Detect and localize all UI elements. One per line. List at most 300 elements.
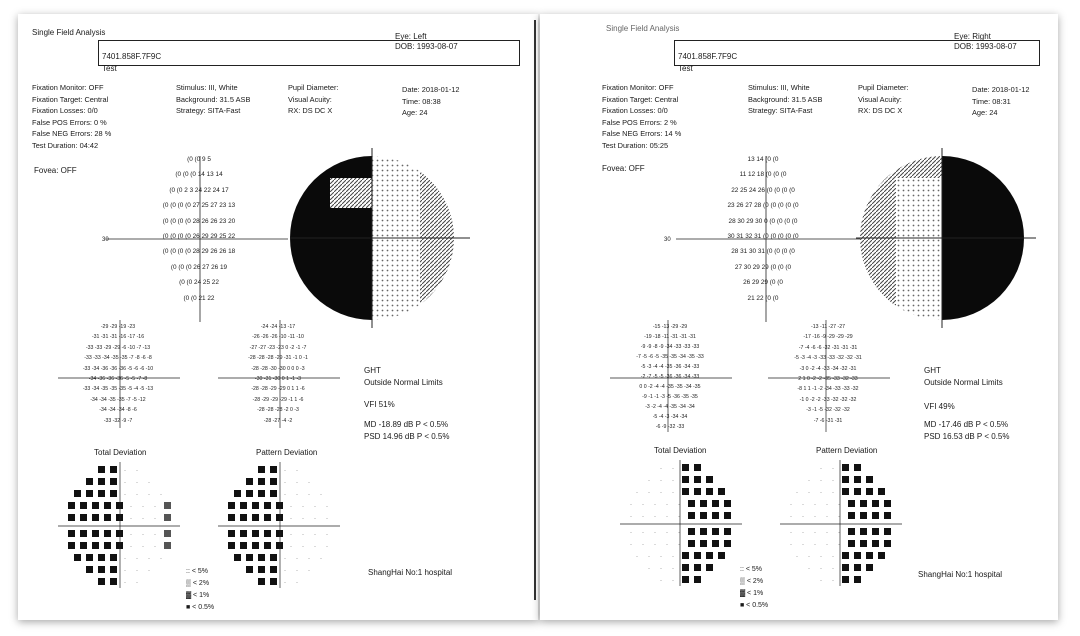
probability-dot: · [796, 554, 798, 560]
probability-dot: · [814, 514, 816, 520]
probability-dot: · [314, 504, 316, 510]
probability-dot: · [308, 568, 310, 574]
patient-age: Age: 24 [972, 108, 998, 118]
probability-dot: · [660, 478, 662, 484]
probability-square [706, 476, 713, 483]
probability-dot: · [308, 492, 310, 498]
probability-square [258, 490, 265, 497]
total-deviation-label: Total Deviation [654, 446, 707, 455]
legend-1: ▓ < 1% [740, 590, 764, 597]
probability-dot: · [142, 516, 144, 522]
probability-square [164, 514, 171, 521]
probability-dot: · [154, 516, 156, 522]
probability-dot: · [630, 542, 632, 548]
probability-dot: · [820, 478, 822, 484]
pattern-deviation-label: Pattern Deviation [816, 446, 878, 455]
probability-square [116, 502, 123, 509]
probability-dot: · [666, 530, 668, 536]
probability-dot: · [672, 554, 674, 560]
probability-dot: · [290, 504, 292, 510]
probability-dot: · [630, 514, 632, 520]
probability-square [98, 478, 105, 485]
total-deviation-label: Total Deviation [94, 448, 147, 457]
pupil-diameter: Pupil Diameter: [288, 83, 339, 92]
probability-square [270, 490, 277, 497]
probability-dot: · [672, 578, 674, 584]
probability-square [92, 530, 99, 537]
probability-square [258, 566, 265, 573]
probability-dot: · [308, 556, 310, 562]
probability-dot: · [314, 544, 316, 550]
probability-square [842, 576, 849, 583]
probability-dot: · [124, 480, 126, 486]
td-row: -34 -34 -34 -8 -6 [99, 407, 137, 414]
probability-dot: · [814, 502, 816, 508]
probability-square [228, 542, 235, 549]
probability-square [682, 564, 689, 571]
probability-legend [186, 566, 214, 614]
probability-square [688, 540, 695, 547]
strategy: Strategy: SITA-Fast [176, 106, 241, 116]
probability-dot: · [284, 556, 286, 562]
background: Background: 31.5 ASB [176, 94, 251, 104]
sens-row: (0 (0 (0 (0 28 26 26 23 20 [162, 217, 236, 225]
pd-row: -24 -24 -13 -17 [260, 324, 296, 330]
report-title: Single Field Analysis [32, 28, 106, 37]
probability-dot: · [326, 504, 328, 510]
td-row: 0 0 -2 -4 -4 -35 -35 -34 -35 [639, 384, 701, 390]
sens-row: 30 31 32 31 (0 (0 (0 (0 (0 [727, 233, 799, 241]
probability-dot: · [648, 566, 650, 572]
td-row: -34 -36 -36 -36 -5 -5 -7 -8 [88, 376, 148, 383]
pupil-params [858, 82, 909, 117]
probability-dot: · [148, 480, 150, 486]
probability-square [110, 578, 117, 585]
test-time: Time: 08:31 [972, 96, 1011, 106]
deviation-axes [610, 320, 900, 434]
sens-row: (0 (0 21 22 [183, 294, 215, 302]
probability-square [878, 488, 885, 495]
sens-row: (0 (0 (0 26 27 26 19 [170, 263, 228, 271]
grayscale-plot [856, 148, 1036, 328]
probability-dot: · [290, 532, 292, 538]
probability-square [848, 528, 855, 535]
probability-dot: · [660, 554, 662, 560]
vfi-value: VFI 49% [924, 402, 955, 411]
probability-square [264, 514, 271, 521]
probability-dot: · [130, 532, 132, 538]
test-label: Test [102, 64, 117, 73]
probability-square [258, 478, 265, 485]
param-fixation-losses: Fixation Losses: 0/0 [32, 106, 98, 116]
probability-square [68, 502, 75, 509]
probability-dot: · [314, 532, 316, 538]
probability-dot: · [290, 544, 292, 550]
probability-square [884, 528, 891, 535]
probability-square [74, 554, 81, 561]
probability-square [98, 566, 105, 573]
probability-square [264, 502, 271, 509]
date-params [402, 84, 460, 119]
probability-square [80, 502, 87, 509]
probability-dot: · [672, 478, 674, 484]
probability-dot: · [642, 542, 644, 548]
probability-dot: · [666, 502, 668, 508]
probability-square [240, 502, 247, 509]
probability-dot: · [808, 566, 810, 572]
pd-row: -28 -29 -29 -29 -1 1 -6 [252, 396, 304, 403]
probability-square [878, 552, 885, 559]
probability-square [712, 512, 719, 519]
test-date: Date: 2018-01-12 [972, 85, 1030, 94]
pupil-diameter: Pupil Diameter: [858, 83, 909, 92]
probability-square [682, 476, 689, 483]
legend-5: :: < 5% [740, 566, 762, 573]
probability-dot: · [296, 468, 298, 474]
probability-dot: · [284, 480, 286, 486]
td-row: -33 -33 -34 -35 -35 -7 -8 -6 -8 [84, 355, 152, 362]
legend-05: ■ < 0.5% [186, 604, 215, 611]
probability-square [694, 488, 701, 495]
sens-row: 26 29 29 (0 (0 [743, 279, 783, 287]
probability-dot: · [296, 480, 298, 486]
probability-square [724, 540, 731, 547]
pattern-deviation-label: Pattern Deviation [256, 448, 318, 457]
probability-square [842, 552, 849, 559]
td-row: -9 -1 -1 -3 -5 -36 -35 -35 [642, 394, 698, 400]
probability-dot: · [130, 504, 132, 510]
probability-dot: · [648, 490, 650, 496]
probability-dot: · [284, 568, 286, 574]
test-params [602, 82, 681, 152]
patient-id-box [98, 40, 520, 66]
probability-square [694, 552, 701, 559]
probability-square [866, 476, 873, 483]
probability-square [234, 490, 241, 497]
probability-square [682, 464, 689, 471]
probability-square [872, 500, 879, 507]
td-row: -19 -18 -11 -31 -31 -31 [644, 334, 696, 340]
probability-dot: · [160, 492, 162, 498]
strategy: Strategy: SITA-Fast [748, 106, 813, 116]
pd-row: -7 -6 -31 -31 [813, 417, 843, 424]
fovea-label: Fovea: OFF [34, 166, 77, 175]
patient-id: 7401.858F.7F9C [102, 52, 162, 61]
probability-dot: · [832, 578, 834, 584]
probability-dot: · [314, 516, 316, 522]
probability-square [866, 552, 873, 559]
probability-square [700, 512, 707, 519]
test-time: Time: 08:38 [402, 96, 441, 106]
probability-square [860, 500, 867, 507]
probability-square [276, 502, 283, 509]
probability-dot: · [124, 556, 126, 562]
param-false-neg: False NEG Errors: 14 % [602, 129, 682, 139]
probability-square [86, 490, 93, 497]
probability-dot: · [136, 468, 138, 474]
td-row: -33 -33 -29 -29 -6 -10 -7 -13 [85, 344, 151, 351]
probability-dot: · [808, 478, 810, 484]
td-row: -33 -34 -35 -35 -35 -5 -4 -5 -13 [82, 386, 154, 393]
eye-label: Eye: Right [954, 32, 991, 41]
stimulus: Stimulus: III, White [748, 83, 810, 92]
legend-05: ■ < 0.5% [740, 602, 769, 609]
probability-square [270, 554, 277, 561]
param-fixation-target: Fixation Target: Central [602, 94, 679, 104]
probability-square [718, 488, 725, 495]
probability-square [884, 500, 891, 507]
pd-row: 2 1 0 -2 -2 -35 -33 -32 -33 [798, 376, 858, 383]
td-row: -34 -34 -35 -35 -7 -5 -12 [90, 396, 146, 403]
probability-square [228, 514, 235, 521]
probability-square [86, 478, 93, 485]
probability-square [258, 578, 265, 585]
td-row: -5 -4 -3 -34 -34 [652, 414, 688, 420]
probability-square [92, 514, 99, 521]
probability-dot: · [308, 480, 310, 486]
probability-dot: · [124, 568, 126, 574]
probability-square [884, 540, 891, 547]
probability-square [842, 476, 849, 483]
probability-dot: · [814, 542, 816, 548]
probability-square [116, 542, 123, 549]
probability-dot: · [832, 490, 834, 496]
rx: RX: DS DC X [858, 106, 903, 116]
test-date: Date: 2018-01-12 [402, 85, 460, 94]
probability-dot: · [648, 554, 650, 560]
md-value: MD -17.46 dB P < 0.5% [924, 420, 1009, 429]
probability-square [694, 476, 701, 483]
probability-square [264, 542, 271, 549]
probability-square [854, 464, 861, 471]
probability-dot: · [832, 466, 834, 472]
probability-dot: · [142, 504, 144, 510]
probability-square [258, 466, 265, 473]
probability-square [848, 500, 855, 507]
sensitivity-axes [98, 154, 298, 324]
probability-square [682, 552, 689, 559]
probability-square [98, 490, 105, 497]
background: Background: 31.5 ASB [748, 94, 823, 104]
probability-square [860, 512, 867, 519]
probability-square [848, 540, 855, 547]
probability-square [240, 542, 247, 549]
probability-square [276, 514, 283, 521]
probability-dot: · [678, 502, 680, 508]
probability-dot: · [678, 514, 680, 520]
probability-square [872, 540, 879, 547]
probability-dot: · [136, 568, 138, 574]
probability-square [86, 566, 93, 573]
probability-square [98, 466, 105, 473]
probability-dot: · [820, 490, 822, 496]
probability-dot: · [838, 530, 840, 536]
probability-square [246, 554, 253, 561]
pd-row: -7 -4 -6 -6 -32 -31 -31 -31 [798, 344, 858, 351]
pupil-params [288, 82, 339, 117]
probability-square [110, 478, 117, 485]
sensitivity-axes [668, 154, 868, 324]
probability-dot: · [284, 468, 286, 474]
md-value: MD -18.89 dB P < 0.5% [364, 420, 449, 429]
probability-square [110, 554, 117, 561]
pd-row: -28 -28 -28 -29 -31 -1 0 -1 [248, 355, 308, 362]
hospital-name: ShangHai No:1 hospital [918, 570, 1003, 579]
probability-square [74, 490, 81, 497]
probability-square [706, 552, 713, 559]
probability-square [688, 528, 695, 535]
probability-square [110, 466, 117, 473]
probability-dot: · [820, 566, 822, 572]
pd-row: -5 -3 -4 -3 -33 -33 -32 -32 -31 [794, 355, 862, 362]
probability-dot: · [826, 502, 828, 508]
dob-label: DOB: 1993-08-07 [954, 42, 1017, 51]
probability-dot: · [296, 492, 298, 498]
td-row: -15 -13 -29 -29 [652, 324, 688, 330]
param-fixation-monitor: Fixation Monitor: OFF [32, 83, 104, 92]
pd-row: -30 -31 -30 0 1 -1 -3 [254, 376, 302, 383]
psd-value: PSD 16.53 dB P < 0.5% [924, 432, 1010, 441]
legend-5: :: < 5% [186, 568, 208, 575]
param-false-pos: False POS Errors: 2 % [602, 117, 677, 127]
probability-square [228, 530, 235, 537]
probability-square [164, 542, 171, 549]
eye-label: Eye: Left [395, 32, 427, 41]
probability-square [246, 566, 253, 573]
probability-dot: · [136, 492, 138, 498]
sens-row: 13 14 (0 (0 [747, 156, 779, 163]
probability-dot: · [136, 480, 138, 486]
probability-dot: · [802, 502, 804, 508]
probability-square [688, 500, 695, 507]
sens-row: (0 (0 (0 14 13 14 [175, 171, 223, 179]
sens-row: 21 22 (0 (0 [747, 294, 779, 302]
pd-row: -3 0 -2 -4 -33 -34 -32 -31 [799, 365, 857, 372]
sens-row: (0 (0 (0 (0 26 29 29 25 22 [162, 233, 236, 241]
probability-dot: · [290, 516, 292, 522]
probability-square [860, 540, 867, 547]
probability-square [842, 564, 849, 571]
probability-square [116, 530, 123, 537]
probability-square [246, 490, 253, 497]
probability-dot: · [296, 568, 298, 574]
probability-square [104, 530, 111, 537]
probability-dot: · [320, 492, 322, 498]
probability-square [276, 530, 283, 537]
sens-row: (0 (0 24 25 22 [179, 279, 219, 287]
probability-square [110, 566, 117, 573]
probability-dot: · [832, 554, 834, 560]
probability-dot: · [148, 492, 150, 498]
probability-dot: · [302, 516, 304, 522]
probability-square [252, 530, 259, 537]
probability-dot: · [790, 514, 792, 520]
probability-dot: · [820, 578, 822, 584]
grayscale-plot [290, 148, 470, 328]
td-row: -33 -32 -9 -7 [103, 417, 133, 424]
probability-square [872, 528, 879, 535]
report-title: Single Field Analysis [606, 24, 680, 33]
page-divider [534, 20, 536, 600]
date-params [972, 84, 1030, 119]
probability-dot: · [790, 502, 792, 508]
probability-square [86, 554, 93, 561]
probability-dot: · [814, 530, 816, 536]
probability-dot: · [302, 532, 304, 538]
sens-row: 28 31 30 31 (0 (0 (0 (0 [731, 248, 795, 256]
probability-dot: · [654, 542, 656, 548]
sens-row: (0 (0 9 5 [187, 156, 211, 163]
probability-square [270, 566, 277, 573]
td-row: -5 -3 -4 -4 -35 -36 -34 -33 [640, 364, 700, 370]
probability-dot: · [838, 514, 840, 520]
probability-square [854, 488, 861, 495]
sens-row: 22 25 24 26 (0 (0 (0 (0 [731, 186, 795, 194]
probability-square [234, 554, 241, 561]
probability-dot: · [666, 514, 668, 520]
probability-square [270, 578, 277, 585]
dob-label: DOB: 1993-08-07 [395, 42, 458, 51]
probability-square [700, 540, 707, 547]
test-label: Test [678, 64, 693, 73]
pd-row: -17 -16 -9 -29 -29 -29 [803, 334, 853, 341]
probability-square [240, 514, 247, 521]
probability-dot: · [672, 466, 674, 472]
report-right-eye [540, 14, 1058, 620]
probability-dot: · [130, 516, 132, 522]
probability-dot: · [154, 504, 156, 510]
probability-dot: · [136, 580, 138, 586]
probability-dot: · [796, 490, 798, 496]
probability-dot: · [790, 530, 792, 536]
probability-square [724, 528, 731, 535]
probability-dot: · [326, 532, 328, 538]
probability-square [68, 542, 75, 549]
probability-square [252, 514, 259, 521]
legend-2: ▒ < 2% [740, 578, 764, 585]
probability-dot: · [636, 490, 638, 496]
legend-2: ▒ < 2% [186, 580, 210, 587]
probability-dot: · [326, 544, 328, 550]
psd-value: PSD 14.96 dB P < 0.5% [364, 432, 450, 441]
probability-dot: · [654, 530, 656, 536]
legend-1: ▓ < 1% [186, 592, 210, 599]
probability-square [68, 530, 75, 537]
probability-square [246, 478, 253, 485]
test-params [32, 82, 111, 152]
probability-square [706, 564, 713, 571]
visual-acuity: Visual Acuity: [858, 94, 902, 104]
probability-square [92, 502, 99, 509]
ght-value: Outside Normal Limits [364, 378, 443, 387]
ght-label: GHT [924, 366, 941, 375]
probability-dot: · [148, 568, 150, 574]
probability-square [228, 502, 235, 509]
probability-dot: · [820, 554, 822, 560]
probability-square [854, 476, 861, 483]
probability-square [258, 554, 265, 561]
td-row: -31 -31 -31 -16 -17 -16 [91, 334, 145, 341]
probability-square [98, 554, 105, 561]
probability-dot: · [160, 556, 162, 562]
probability-square [80, 514, 87, 521]
probability-square [872, 512, 879, 519]
probability-dot: · [148, 556, 150, 562]
pd-row: -1 0 -2 -2 -33 -32 -32 -32 [799, 396, 857, 403]
probability-dot: · [642, 530, 644, 536]
probability-dot: · [802, 542, 804, 548]
pd-row: -28 -28 -30 -30 0 0 0 -3 [251, 365, 305, 372]
